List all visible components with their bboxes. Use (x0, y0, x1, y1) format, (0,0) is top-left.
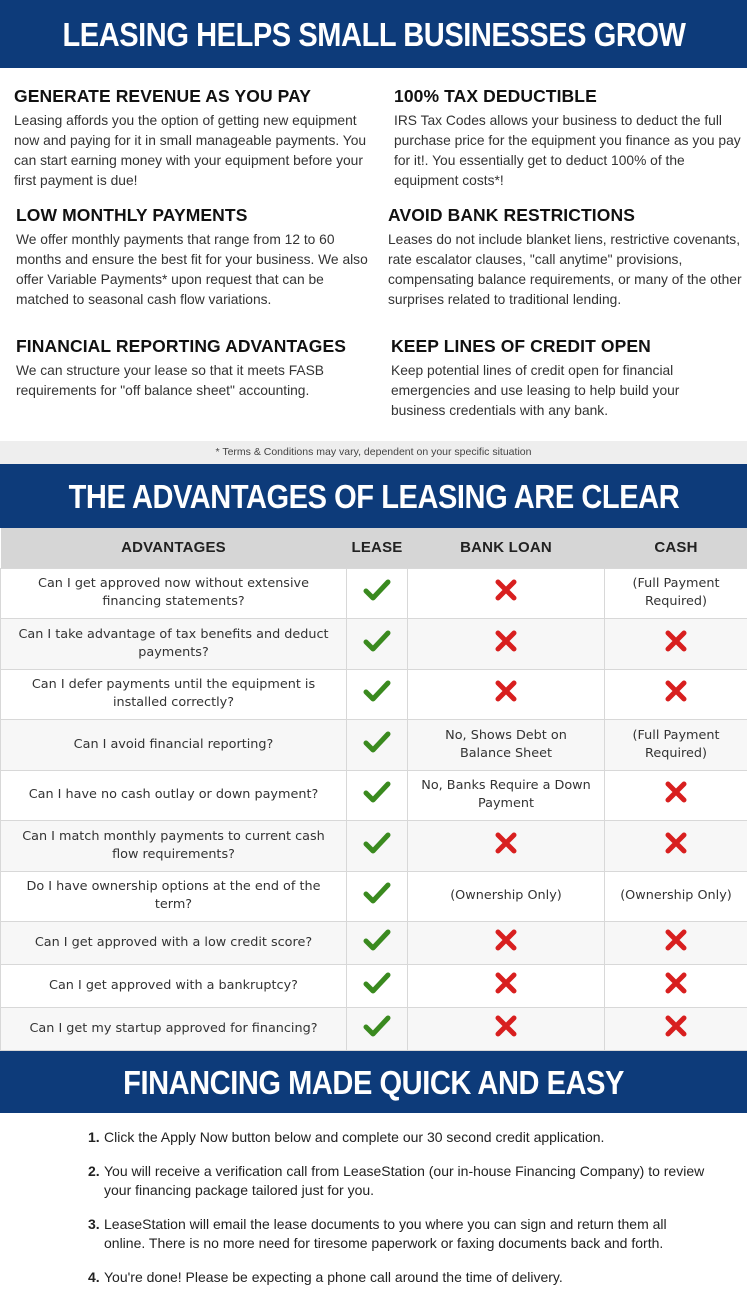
cross-icon (664, 679, 688, 703)
cross-icon (494, 1014, 518, 1038)
financing-banner (0, 1051, 747, 1113)
financing-headline: FINANCING MADE QUICK AND EASY (123, 1064, 624, 1101)
cell-cash (605, 821, 747, 872)
cross-icon (664, 1014, 688, 1038)
cell-cash: (Ownership Only) (605, 871, 747, 922)
comparison-table (0, 528, 747, 1051)
benefit-avoid-bank-restrictions (388, 205, 744, 310)
steps-list (88, 1128, 708, 1301)
table-row (1, 1008, 747, 1051)
table-row (1, 922, 747, 965)
table-header-row (1, 528, 747, 568)
list-item (88, 1268, 708, 1287)
headline-text: LEASING HELPS SMALL BUSINESSES GROW (61, 16, 686, 53)
step-number: 4. (88, 1269, 100, 1285)
checkmark-icon (363, 971, 391, 995)
cell-cash (605, 770, 747, 821)
cell-bank-loan: No, Banks Require a Down Payment (408, 770, 605, 821)
cell-cash (605, 965, 747, 1008)
benefit-generate-revenue (14, 86, 374, 191)
benefit-text: We can structure your lease so that it meets FASB requirements for "off balance sheet" accounting. (16, 363, 325, 398)
benefit-low-monthly-payments (16, 205, 376, 310)
cross-icon (664, 971, 688, 995)
cell-cash (605, 922, 747, 965)
checkmark-icon (363, 1014, 391, 1038)
step-text: You're done! Please be expecting a phone call around the time of delivery. (104, 1269, 563, 1285)
cell-bank-loan: No, Shows Debt on Balance Sheet (408, 720, 605, 771)
checkmark-icon (363, 831, 391, 855)
benefit-title: AVOID BANK RESTRICTIONS (388, 205, 635, 225)
cell-question: Can I get approved with a bankruptcy? (1, 965, 347, 1008)
cross-icon (494, 679, 518, 703)
cell-bank-loan (408, 1008, 605, 1051)
benefit-text: Leasing affords you the option of getting new equipment now and paying for it in small manageable payments. You can start earning money with your equipment before your first payment is due! (14, 113, 367, 188)
cell-bank-loan (408, 619, 605, 670)
cell-lease (347, 922, 408, 965)
table-row (1, 568, 747, 619)
cell-bank-loan (408, 965, 605, 1008)
col-header-advantages: ADVANTAGES (1, 528, 347, 568)
cell-lease (347, 770, 408, 821)
step-text: LeaseStation will email the lease documents to you where you can sign and return them all online. There is no more need for tiresome paperwork or faxing documents back and forth. (104, 1216, 667, 1251)
cell-lease (347, 821, 408, 872)
cell-cash: (Full Payment Required) (605, 568, 747, 619)
cell-bank-loan (408, 568, 605, 619)
cell-bank-loan (408, 669, 605, 720)
cell-bank-loan: (Ownership Only) (408, 871, 605, 922)
step-text: Click the Apply Now button below and complete our 30 second credit application. (104, 1129, 605, 1145)
benefit-title: LOW MONTHLY PAYMENTS (16, 205, 248, 225)
cross-icon (494, 578, 518, 602)
benefit-title: FINANCIAL REPORTING ADVANTAGES (16, 336, 346, 356)
advantages-headline: THE ADVANTAGES OF LEASING ARE CLEAR (68, 478, 679, 515)
step-number: 2. (88, 1163, 100, 1179)
headline-banner (0, 0, 747, 68)
checkmark-icon (363, 780, 391, 804)
cross-icon (664, 928, 688, 952)
cross-icon (494, 629, 518, 653)
benefit-text: IRS Tax Codes allows your business to deduct the full purchase price for the equipment you finance as you pay for it!. You essentially get to deduct 100% of the equipment costs*! (394, 113, 741, 188)
benefit-title: KEEP LINES OF CREDIT OPEN (391, 336, 651, 356)
cell-cash (605, 619, 747, 670)
table-row (1, 619, 747, 670)
cell-question: Do I have ownership options at the end of the term? (1, 871, 347, 922)
benefit-financial-reporting (16, 336, 376, 401)
cross-icon (494, 831, 518, 855)
cross-icon (664, 780, 688, 804)
cell-bank-loan (408, 922, 605, 965)
col-header-lease: LEASE (347, 528, 408, 568)
table-row (1, 770, 747, 821)
list-item (88, 1128, 708, 1147)
cell-question: Can I get approved with a low credit score? (1, 922, 347, 965)
list-item (88, 1215, 708, 1253)
table-row (1, 871, 747, 922)
checkmark-icon (363, 730, 391, 754)
cross-icon (664, 629, 688, 653)
table-row (1, 669, 747, 720)
col-header-bank-loan: BANK LOAN (408, 528, 605, 568)
cell-question: Can I take advantage of tax benefits and deduct payments? (1, 619, 347, 670)
cell-lease (347, 568, 408, 619)
col-header-cash: CASH (605, 528, 747, 568)
cell-lease (347, 669, 408, 720)
cell-cash (605, 669, 747, 720)
checkmark-icon (363, 928, 391, 952)
benefit-title: 100% TAX DEDUCTIBLE (394, 86, 597, 106)
cell-cash (605, 1008, 747, 1051)
benefit-keep-lines-of-credit (391, 336, 736, 421)
table-row (1, 821, 747, 872)
cell-question: Can I match monthly payments to current cash flow requirements? (1, 821, 347, 872)
cross-icon (494, 928, 518, 952)
benefit-text: Keep potential lines of credit open for financial emergencies and use leasing to help build your business credentials with any bank. (391, 363, 680, 418)
terms-footnote: * Terms & Conditions may vary, dependent on your specific situation (0, 441, 747, 464)
cell-question: Can I defer payments until the equipment is installed correctly? (1, 669, 347, 720)
benefit-tax-deductible (394, 86, 744, 191)
checkmark-icon (363, 679, 391, 703)
cell-lease (347, 871, 408, 922)
cell-question: Can I get approved now without extensive financing statements? (1, 568, 347, 619)
step-number: 1. (88, 1129, 100, 1145)
cell-lease (347, 619, 408, 670)
table-row (1, 720, 747, 771)
cell-question: Can I avoid financial reporting? (1, 720, 347, 771)
cross-icon (664, 831, 688, 855)
benefit-title: GENERATE REVENUE AS YOU PAY (14, 86, 312, 106)
benefit-text: Leases do not include blanket liens, restrictive covenants, rate escalator clauses, "call anytime" provisions, compensating balance requirements, or many of the other surprises related to traditional lending. (388, 232, 742, 307)
checkmark-icon (363, 629, 391, 653)
cell-question: Can I get my startup approved for financing? (1, 1008, 347, 1051)
table-row (1, 965, 747, 1008)
list-item (88, 1162, 708, 1200)
cell-lease (347, 1008, 408, 1051)
step-text: You will receive a verification call from LeaseStation (our in-house Financing Company) to review your financing package tailored just for you. (104, 1163, 705, 1198)
cross-icon (494, 971, 518, 995)
benefit-text: We offer monthly payments that range from 12 to 60 months and ensure the best fit for your business. We also offer Variable Payments* upon request that can be matched to seasonal cash flow variations. (16, 232, 368, 307)
cell-bank-loan (408, 821, 605, 872)
cell-lease (347, 965, 408, 1008)
cell-question: Can I have no cash outlay or down payment? (1, 770, 347, 821)
step-number: 3. (88, 1216, 100, 1232)
cell-cash: (Full Payment Required) (605, 720, 747, 771)
cell-lease (347, 720, 408, 771)
checkmark-icon (363, 578, 391, 602)
checkmark-icon (363, 881, 391, 905)
advantages-banner (0, 464, 747, 528)
